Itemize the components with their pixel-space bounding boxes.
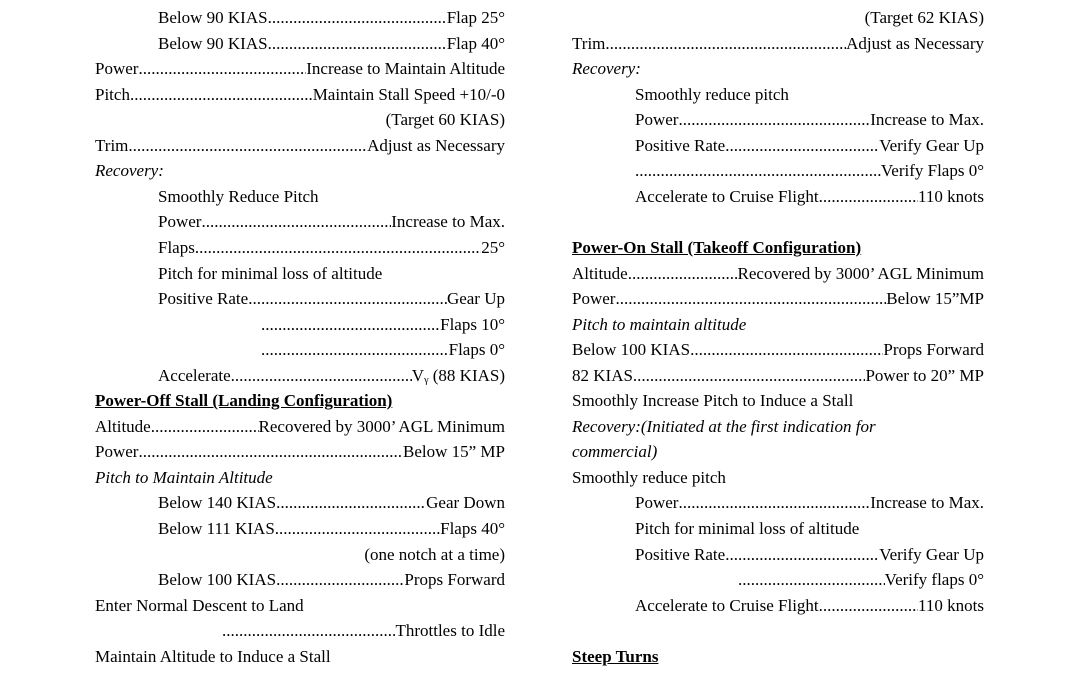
checklist-item — [635, 184, 984, 210]
checklist-item-value: Recovered by 3000’ AGL Minimum — [737, 263, 984, 283]
checklist-text-content: Pitch for minimal loss of altitude — [635, 519, 860, 538]
checklist-text-content: (Target 62 KIAS) — [864, 8, 984, 27]
checklist-text-content: Maintain Altitude to Induce a Stall — [95, 646, 331, 666]
checklist-item-label: Power — [635, 110, 679, 130]
dot-leader — [605, 31, 846, 57]
checklist-item-label: Pitch — [95, 84, 130, 104]
dot-leader — [248, 286, 447, 312]
checklist-item — [158, 490, 505, 516]
checklist-item — [635, 107, 984, 133]
dot-leader — [819, 184, 918, 210]
checklist-text — [572, 312, 984, 338]
checklist-item-value: Increase to Max. — [391, 212, 505, 232]
checklist-text-content: Smoothly reduce pitch — [635, 84, 789, 104]
checklist-text — [95, 644, 505, 670]
dot-leader — [615, 286, 886, 312]
section-heading — [572, 644, 984, 670]
checklist-item-value: Power to 20” MP — [865, 365, 984, 385]
checklist-item-value: Increase to Max. — [870, 493, 984, 513]
checklist-text-content: (one notch at a time) — [364, 544, 505, 564]
dot-leader — [222, 618, 395, 644]
dot-leader — [138, 56, 306, 82]
checklist-text-content: Recovery: — [95, 161, 164, 181]
checklist-item-value: Flaps 40° — [440, 519, 505, 538]
dot-leader — [261, 312, 440, 338]
dot-leader — [819, 593, 918, 619]
dot-leader — [276, 567, 404, 593]
checklist-text — [572, 5, 984, 31]
checklist-text — [572, 618, 984, 644]
checklist-item-value: 110 knots — [918, 186, 984, 206]
checklist-item-label: Power — [572, 289, 616, 309]
dot-leader — [738, 567, 885, 593]
checklist-item-value: Props Forward — [883, 340, 984, 360]
checklist-item — [635, 593, 984, 619]
checklist-item — [572, 31, 984, 57]
checklist-item-label: Power — [95, 442, 139, 462]
dot-leader — [678, 107, 870, 133]
checklist-item — [635, 133, 984, 159]
checklist-item — [572, 286, 984, 312]
checklist-item — [158, 516, 505, 542]
checklist-item-label: Altitude — [95, 416, 151, 436]
checklist-item — [158, 363, 505, 389]
checklist-item-label: Below 111 KIAS — [158, 519, 275, 538]
checklist-text — [95, 107, 505, 133]
checklist-item — [158, 235, 505, 261]
checklist-item-value: Adjust as Necessary — [367, 135, 505, 155]
checklist-item-label: Positive Rate — [635, 544, 726, 564]
checklist-item-value: Below 15”MP — [886, 289, 984, 309]
section-heading — [95, 388, 505, 414]
checklist-text — [158, 261, 505, 287]
checklist-item-label: Below 140 KIAS — [158, 493, 277, 513]
checklist-item — [738, 567, 984, 593]
checklist-item — [635, 490, 984, 516]
checklist-text — [572, 439, 984, 465]
checklist-text — [95, 465, 505, 491]
checklist-item-label: 82 KIAS — [572, 365, 633, 385]
checklist-text — [635, 82, 984, 108]
checklist-item-label: Below 100 KIAS — [572, 340, 691, 360]
section-heading-text: Steep Turns — [572, 646, 659, 666]
checklist-text — [95, 593, 505, 619]
checklist-item-value: Gear Up — [446, 289, 505, 309]
dot-leader — [261, 337, 449, 363]
dot-leader — [130, 82, 313, 108]
checklist-item-value: Flaps 0° — [448, 340, 505, 360]
checklist-item-value: 110 knots — [918, 595, 984, 615]
checklist-item-value: Props Forward — [404, 570, 505, 590]
checklist-item — [95, 56, 505, 82]
checklist-item — [95, 82, 505, 108]
checklist-item-label: Trim — [572, 33, 606, 53]
checklist-item-value: Flap 25° — [446, 8, 505, 27]
checklist-item — [261, 337, 505, 363]
checklist-item — [572, 337, 984, 363]
dot-leader — [633, 363, 866, 389]
checklist-item — [95, 133, 505, 159]
checklist-text-content: commercial) — [572, 442, 658, 462]
dot-leader — [268, 5, 447, 31]
checklist-item-label: Below 90 KIAS — [158, 33, 268, 53]
checklist-text — [95, 542, 505, 568]
checklist-item-value: Verify flaps 0° — [884, 570, 984, 590]
checklist-item-label: Below 90 KIAS — [158, 8, 268, 27]
dot-leader — [275, 516, 440, 542]
checklist-item — [158, 209, 505, 235]
checklist-item — [572, 363, 984, 389]
dot-leader — [276, 490, 426, 516]
checklist-text-content: Pitch for minimal loss of altitude — [158, 263, 383, 283]
checklist-item — [572, 261, 984, 287]
dot-leader — [725, 133, 879, 159]
checklist-item — [635, 542, 984, 568]
checklist-item-label: Below 100 KIAS — [158, 570, 277, 590]
dot-leader — [128, 133, 367, 159]
checklist-item-value: Maintain Stall Speed +10/-0 — [312, 84, 505, 104]
checklist-item — [158, 31, 505, 57]
checklist-item-value: Increase to Maintain Altitude — [306, 59, 505, 79]
dot-leader — [690, 337, 883, 363]
checklist-item — [635, 158, 984, 184]
checklist-item-value: Throttles to Idle — [395, 621, 505, 641]
checklist-item-label: Positive Rate — [635, 135, 726, 155]
checklist-item-value: Increase to Max. — [870, 110, 984, 130]
checklist-item — [158, 567, 505, 593]
checklist-text-content: Pitch to Maintain Altitude — [95, 467, 273, 487]
dot-leader — [151, 414, 259, 440]
checklist-item-value: Flap 40° — [446, 33, 505, 53]
dot-leader — [201, 209, 391, 235]
checklist-text-content: Recovery: — [572, 59, 641, 79]
checklist-text-content: Smoothly Reduce Pitch — [158, 186, 319, 206]
checklist-item-value: Recovered by 3000’ AGL Minimum — [258, 416, 505, 436]
checklist-text-content: Recovery:(Initiated at the first indication for — [572, 416, 876, 436]
checklist-item-label: Accelerate to Cruise Flight — [635, 186, 819, 206]
dot-leader — [725, 542, 879, 568]
checklist-text — [572, 414, 984, 440]
checklist-text — [572, 56, 984, 82]
checklist-item-label: Accelerate to Cruise Flight — [635, 595, 819, 615]
checklist-item — [95, 439, 505, 465]
checklist-item — [158, 286, 505, 312]
dot-leader — [628, 261, 738, 287]
checklist-item — [95, 414, 505, 440]
dot-leader — [231, 363, 412, 389]
section-heading-text: Power-On Stall (Takeoff Configuration) — [572, 237, 862, 257]
checklist-item-value: Verify Gear Up — [879, 135, 984, 155]
checklist-item-value: Verify Flaps 0° — [880, 161, 984, 181]
checklist-item — [261, 312, 505, 338]
checklist-item-value: Below 15” MP — [403, 442, 505, 462]
checklist-text — [95, 158, 505, 184]
checklist-text — [158, 184, 505, 210]
checklist-item-value: 25° — [481, 237, 505, 257]
dot-leader — [195, 235, 481, 261]
checklist-item-value: Gear Down — [426, 493, 505, 513]
checklist-item-label: Power — [158, 212, 202, 232]
checklist-text — [572, 465, 984, 491]
dot-leader — [138, 439, 403, 465]
dot-leader — [635, 158, 881, 184]
checklist-item-value: Vᵧ (88 KIAS) — [411, 365, 505, 385]
checklist-text-content: (Target 60 KIAS) — [385, 110, 505, 130]
checklist-text-content: Enter Normal Descent to Land — [95, 595, 304, 615]
checklist-item-label: Altitude — [572, 263, 628, 283]
checklist-text-content: Smoothly Increase Pitch to Induce a Stall — [572, 391, 854, 411]
checklist-item-value: Adjust as Necessary — [846, 33, 984, 53]
section-heading-text: Power-Off Stall (Landing Configuration) — [95, 391, 393, 411]
checklist-text — [572, 388, 984, 414]
dot-leader — [268, 31, 447, 57]
section-heading — [572, 235, 984, 261]
checklist-text — [635, 516, 984, 542]
checklist-text-content: Smoothly reduce pitch — [572, 467, 726, 487]
checklist-item — [158, 5, 505, 31]
checklist-text-content: Pitch to maintain altitude — [572, 314, 747, 334]
checklist-item-label: Flaps — [158, 237, 195, 257]
checklist-item-value: Verify Gear Up — [879, 544, 984, 564]
checklist-item-label: Positive Rate — [158, 289, 249, 309]
checklist-item-value: Flaps 10° — [440, 314, 505, 334]
checklist-text — [572, 209, 984, 235]
checklist-item — [222, 618, 505, 644]
checklist-item-label: Power — [95, 59, 139, 79]
checklist-item-label: Accelerate — [158, 365, 231, 385]
checklist-item-label: Power — [635, 493, 679, 513]
dot-leader — [678, 490, 870, 516]
checklist-item-label: Trim — [95, 135, 129, 155]
